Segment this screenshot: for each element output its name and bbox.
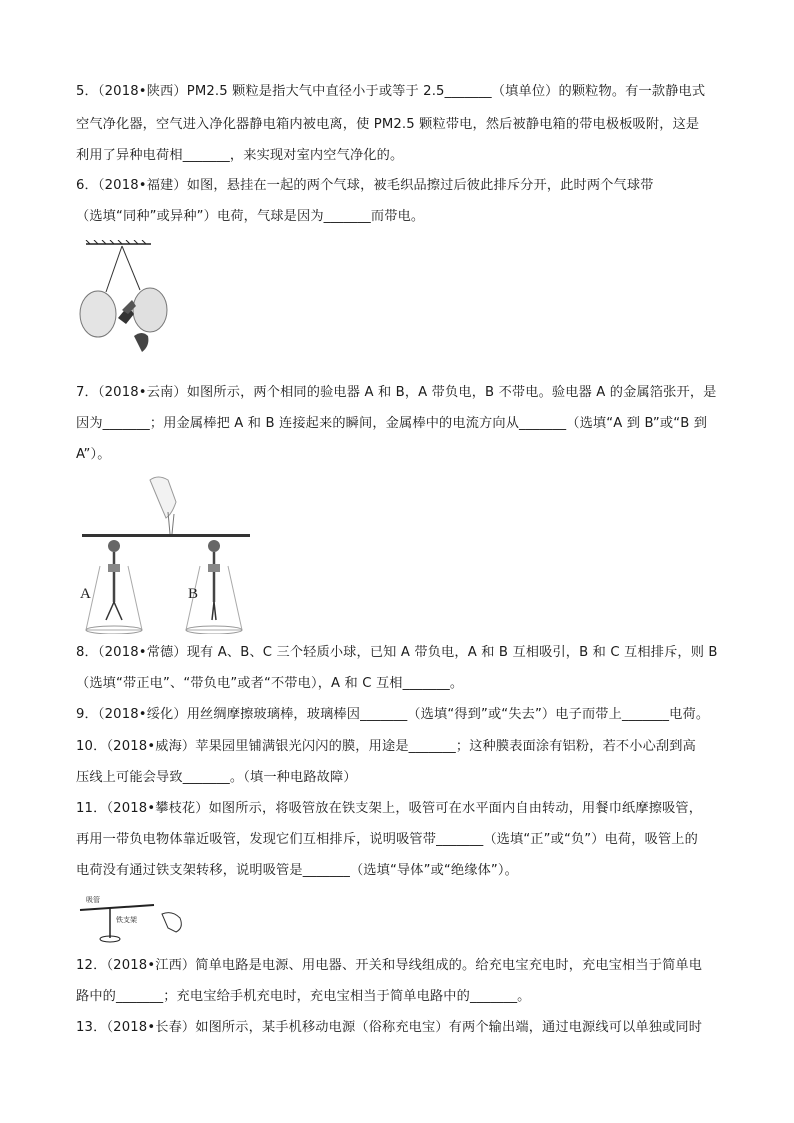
q13-line1: 13．（2018•长春）如图所示，某手机移动电源（俗称充电宝）有两个输出端，通过电源线可以单独或同时: [76, 1020, 703, 1035]
label-b: B: [188, 586, 199, 602]
q11-line1: 11．（2018•攀枝花）如图所示，将吸管放在铁支架上，吸管可在水平面内自由转动，用餐巾纸摩擦吸管，: [76, 801, 703, 816]
q5-line2: 空气净化器，空气进入净化器静电箱内被电离，使 PM2.5 颗粒带电，然后被静电箱的带电极板吸附，这是: [76, 117, 700, 132]
q6-line2: （选填“同种”或异种”）电荷，气球是因为_______而带电。: [76, 209, 425, 224]
balloons-figure: [76, 240, 176, 360]
q11-line3: 电荷没有通过铁支架转移，说明吸管是_______（选填“导体”或“绝缘体”）。: [76, 863, 518, 878]
q10-line1: 10．（2018•威海）苹果园里铺满银光闪闪的膜，用途是_______；这种膜表面涂有铝粉，若不小心刮到高: [76, 739, 696, 754]
q7-line1: 7．（2018•云南）如图所示，两个相同的验电器 A 和 B，A 带负电，B 不带电。验电器 A 的金属箔张开，是: [76, 385, 717, 400]
label-a: A: [80, 586, 91, 602]
q5-line1: 5．（2018•陕西）PM2.5 颗粒是指大气中直径小于或等于 2.5_______（填单位）的颗粒物。有一款静电式: [76, 84, 706, 99]
q9-line1: 9．（2018•绥化）用丝绸摩擦玻璃棒，玻璃棒因_______（选填“得到”或“失去”）电子而带上_______电荷。: [76, 707, 710, 722]
q7-line3: A”）。: [76, 447, 111, 462]
q5-line3: 利用了异种电荷相_______，来实现对室内空气净化的。: [76, 148, 404, 163]
q8-line1: 8．（2018•常德）现有 A、B、C 三个轻质小球，已知 A 带负电，A 和 B 互相吸引，B 和 C 互相排斥，则 B: [76, 645, 718, 660]
label-stand: 铁支架: [116, 916, 137, 924]
q11-line2: 再用一带负电物体靠近吸管，发现它们互相排斥，说明吸管带_______（选填“正”或“负”）电荷，吸管上的: [76, 832, 698, 847]
q8-line2: （选填“带正电”、“带负电”或者“不带电），A 和 C 互相_______。: [76, 676, 464, 691]
q6-line1: 6．（2018•福建）如图，悬挂在一起的两个气球，被毛织品擦过后彼此排斥分开，此时两个气球带: [76, 178, 654, 193]
q7-line2: 因为_______；用金属棒把 A 和 B 连接起来的瞬间，金属棒中的电流方向从_______（选填“A 到 B”或“B 到: [76, 416, 708, 431]
q10-line2: 压线上可能会导致_______。（填一种电路故障）: [76, 770, 357, 785]
label-straw: 吸管: [86, 896, 100, 904]
q12-line2: 路中的_______；充电宝给手机充电时，充电宝相当于简单电路中的_______。: [76, 989, 531, 1004]
straw-stand-figure: [76, 892, 188, 944]
q12-line1: 12．（2018•江西）简单电路是电源、用电器、开关和导线组成的。给充电宝充电时，充电宝相当于简单电: [76, 958, 703, 973]
electroscopes-figure: [76, 474, 256, 634]
